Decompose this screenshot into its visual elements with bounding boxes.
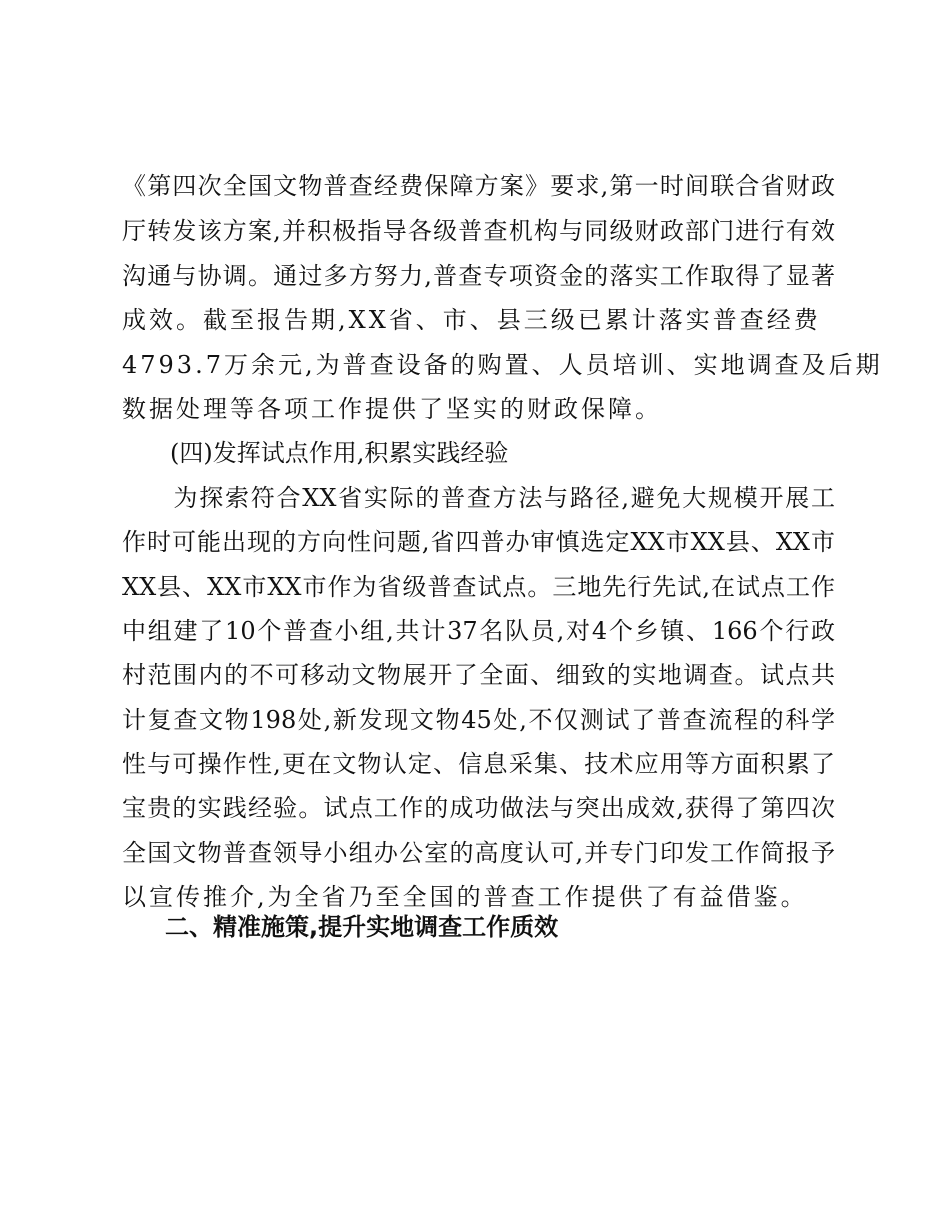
paragraph-line: 计复查文物198处,新发现文物45处,不仅测试了普查流程的科学 xyxy=(122,706,835,734)
paragraph-line: 中组建了10个普查小组,共计37名队员,对4个乡镇、166个行政 xyxy=(122,617,835,645)
paragraph-line: 全国文物普查领导小组办公室的高度认可,并专门印发工作简报予 xyxy=(122,839,835,867)
paragraph-line: 成效。截至报告期,XX省、市、县三级已累计落实普查经费 xyxy=(122,306,821,334)
paragraph-line: 宝贵的实践经验。试点工作的成功做法与突出成效,获得了第四次 xyxy=(122,794,835,822)
paragraph-line: 《第四次全国文物普查经费保障方案》要求,第一时间联合省财政 xyxy=(122,172,835,200)
paragraph-line: 沟通与协调。通过多方努力,普查专项资金的落实工作取得了显著 xyxy=(122,262,835,290)
paragraph-line: 性与可操作性,更在文物认定、信息采集、技术应用等方面积累了 xyxy=(122,750,835,778)
paragraph-line: 4793.7万余元,为普查设备的购置、人员培训、实地调查及后期 xyxy=(122,351,883,379)
paragraph-line: 以宣传推介,为全省乃至全国的普查工作提供了有益借鉴。 xyxy=(122,883,808,911)
paragraph-line: 为探索符合XX省实际的普查方法与路径,避免大规模开展工 xyxy=(122,484,835,512)
paragraph-line: 村范围内的不可移动文物展开了全面、细致的实地调查。试点共 xyxy=(122,661,835,689)
subheading: (四)发挥试点作用,积累实践经验 xyxy=(170,439,509,467)
paragraph-line: 厅转发该方案,并积极指导各级普查机构与同级财政部门进行有效 xyxy=(122,217,835,245)
paragraph-line: 数据处理等各项工作提供了坚实的财政保障。 xyxy=(122,395,662,423)
section-heading: 二、精准施策,提升实地调查工作质效 xyxy=(165,913,559,941)
paragraph-line: XX县、XX市XX市作为省级普查试点。三地先行先试,在试点工作 xyxy=(122,573,835,601)
paragraph-line: 作时可能出现的方向性问题,省四普办审慎选定XX市XX县、XX市 xyxy=(122,528,835,556)
